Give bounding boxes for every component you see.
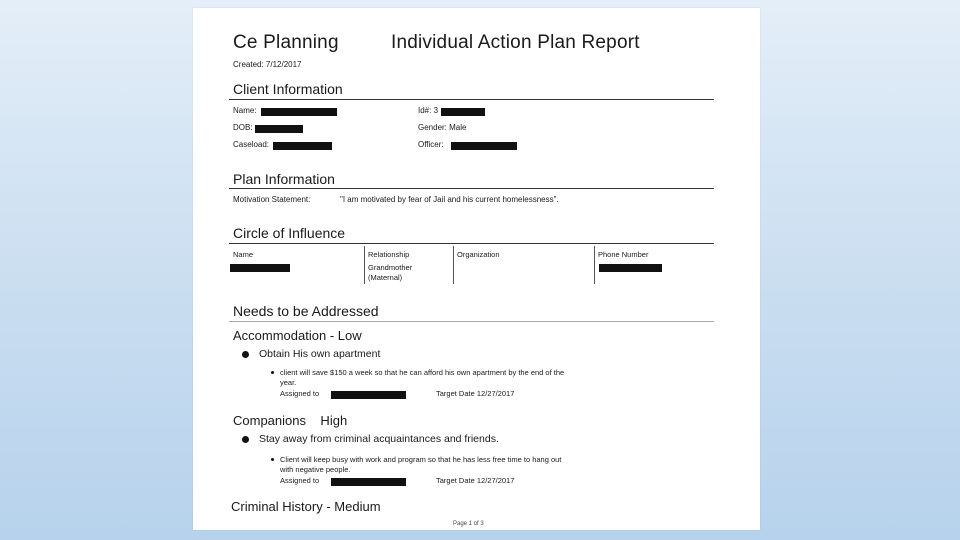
needs-heading: Needs to be Addressed [233, 303, 379, 319]
client-info-heading: Client Information [233, 81, 343, 97]
need-goal: Obtain His own apartment [259, 348, 381, 360]
sub-bullet [271, 458, 274, 461]
target-date: Target Date 12/27/2017 [436, 476, 515, 485]
dob-label: DOB: [233, 123, 253, 132]
target-date: Target Date 12/27/2017 [436, 389, 515, 398]
redaction-bar [599, 264, 662, 272]
column-divider [594, 246, 595, 284]
assigned-label: Assigned to [280, 389, 320, 398]
section-divider [229, 188, 714, 189]
name-label: Name: [233, 106, 257, 115]
sub-bullet [271, 371, 274, 374]
need-title: Companions High [233, 413, 348, 428]
org-title: Ce Planning [233, 32, 339, 53]
col-name: Name [233, 250, 254, 259]
task-line: Client will keep busy with work and program so that he has less free time to hang out [280, 455, 562, 464]
column-divider [453, 246, 454, 284]
redaction-bar [331, 478, 406, 486]
task-line: client will save $150 a week so that he can afford his own apartment by the end of the [280, 368, 565, 377]
redaction-bar [331, 391, 406, 399]
col-organization: Organization [457, 250, 500, 259]
task-line: with negative people. [280, 465, 351, 474]
officer-label: Officer: [418, 140, 444, 149]
column-divider [364, 246, 365, 284]
created-date: Created: 7/12/2017 [233, 60, 302, 69]
assigned-label: Assigned to [280, 476, 320, 485]
bullet [242, 436, 249, 443]
col-phone: Phone Number [598, 250, 649, 259]
plan-info-heading: Plan Information [233, 171, 335, 187]
circle-heading: Circle of Influence [233, 225, 346, 241]
report-page [193, 8, 760, 530]
motivation-label: Motivation Statement: [233, 195, 311, 204]
section-divider [229, 99, 714, 100]
page-number: Page 1 of 3 [453, 521, 484, 527]
caseload-label: Caseload: [233, 140, 270, 149]
redaction-bar [441, 108, 485, 116]
redaction-bar [261, 108, 337, 116]
section-divider [229, 321, 714, 322]
need-goal: Stay away from criminal acquaintances and friends. [259, 433, 499, 445]
id-label: Id#: 3 [418, 106, 439, 115]
gender-label: Gender: Male [418, 123, 467, 132]
redaction-bar [255, 125, 303, 133]
relationship-line1: Grandmother [368, 263, 413, 272]
need-title: Accommodation - Low [233, 328, 362, 343]
section-divider [229, 243, 714, 244]
need-title: Criminal History - Medium [231, 499, 381, 514]
redaction-bar [451, 142, 517, 150]
redaction-bar [230, 264, 290, 272]
relationship-line2: (Maternal) [368, 273, 403, 282]
bullet [242, 351, 249, 358]
col-relationship: Relationship [368, 250, 410, 259]
redaction-bar [273, 142, 332, 150]
task-line: year. [280, 378, 297, 387]
report-title: Individual Action Plan Report [391, 32, 640, 53]
motivation-statement: "I am motivated by fear of Jail and his current homelessness". [340, 195, 559, 204]
